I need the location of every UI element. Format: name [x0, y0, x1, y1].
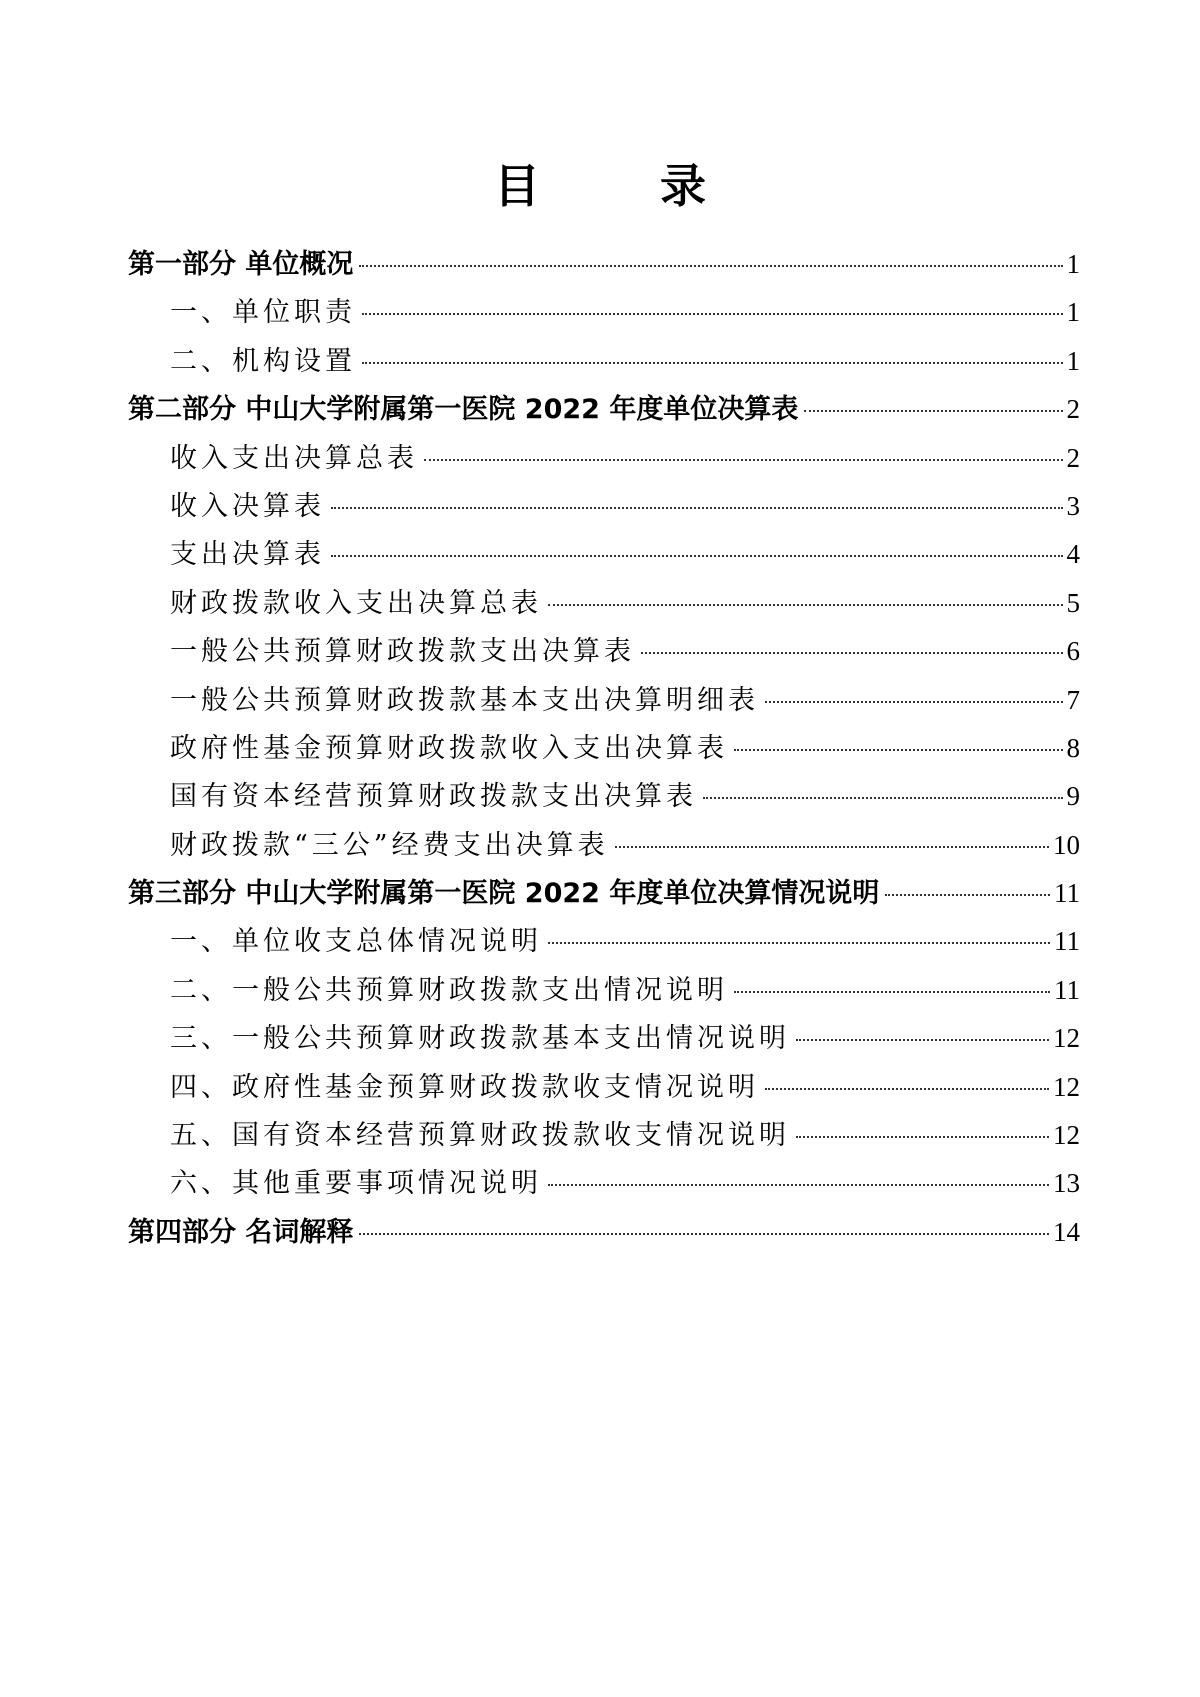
toc-entry-label: 二、一般公共预算财政拨款支出情况说明 [170, 974, 728, 1006]
toc-entry[interactable] [128, 530, 1080, 578]
toc-page-number: 5 [1066, 587, 1080, 618]
toc-entry[interactable] [128, 966, 1080, 1014]
dot-leader [796, 1039, 1049, 1041]
toc-page-number: 10 [1053, 829, 1080, 860]
dot-leader [548, 604, 1063, 606]
toc-entry-label: 一般公共预算财政拨款基本支出决算明细表 [170, 684, 759, 716]
toc-entry[interactable] [128, 579, 1080, 627]
toc-entry-label: 一般公共预算财政拨款支出决算表 [170, 636, 635, 668]
dot-leader [359, 265, 1062, 267]
toc-entry-label: 第四部分 名词解释 [128, 1216, 354, 1248]
toc-entry[interactable] [128, 772, 1080, 820]
toc-page-number: 12 [1053, 1071, 1080, 1102]
toc-entry-label: 第一部分 单位概况 [128, 249, 354, 280]
toc-entry[interactable] [128, 482, 1080, 530]
toc-page-number: 4 [1066, 539, 1080, 570]
toc-entry-label: 一、单位职责 [170, 297, 356, 329]
dot-leader [548, 1184, 1049, 1186]
toc-entry[interactable] [128, 1111, 1080, 1159]
dot-leader [331, 555, 1063, 557]
toc-page-number: 11 [1054, 974, 1080, 1005]
toc-page-number: 7 [1066, 684, 1080, 715]
dot-leader [703, 797, 1063, 799]
toc-page-number: 12 [1053, 1023, 1080, 1054]
toc-entry[interactable] [128, 1208, 1080, 1256]
toc-entry[interactable] [128, 385, 1080, 433]
dot-leader [548, 942, 1050, 944]
toc-entry[interactable] [128, 869, 1080, 917]
toc-entry[interactable] [128, 1063, 1080, 1111]
dot-leader [885, 894, 1050, 896]
toc-entry-label: 六、其他重要事项情况说明 [170, 1168, 542, 1200]
toc-page-number: 3 [1066, 490, 1080, 521]
toc-entry-label: 第三部分 中山大学附属第一医院 2022 年度单位决算情况说明 [128, 878, 880, 910]
toc-entry-label: 收入决算表 [170, 490, 325, 522]
dot-leader [362, 362, 1063, 364]
toc-page-number: 12 [1053, 1120, 1080, 1151]
dot-leader [424, 459, 1063, 461]
toc-page-number: 2 [1066, 442, 1080, 473]
toc-entry[interactable] [128, 821, 1080, 869]
dot-leader [804, 410, 1062, 412]
dot-leader [641, 652, 1063, 654]
toc-entry[interactable] [128, 1159, 1080, 1207]
table-of-contents [128, 240, 1080, 1256]
dot-leader [734, 749, 1063, 751]
toc-page-number: 9 [1066, 781, 1080, 812]
dot-leader [765, 1088, 1049, 1090]
toc-entry-label: 收入支出决算总表 [170, 442, 418, 474]
toc-entry-label: 支出决算表 [170, 539, 325, 571]
page-title: 目 录 [493, 159, 758, 213]
toc-page-number: 1 [1066, 297, 1080, 328]
toc-page-number: 6 [1066, 636, 1080, 667]
toc-entry-label: 四、政府性基金预算财政拨款收支情况说明 [170, 1071, 759, 1103]
toc-entry[interactable] [128, 240, 1080, 288]
dot-leader [615, 846, 1049, 848]
toc-entry[interactable] [128, 434, 1080, 482]
toc-entry-label: 财政拨款“三公”经费支出决算表 [170, 829, 609, 861]
toc-entry[interactable] [128, 627, 1080, 675]
toc-entry[interactable] [128, 288, 1080, 336]
toc-entry[interactable] [128, 676, 1080, 724]
dot-leader [331, 507, 1063, 509]
toc-entry-label: 第二部分 中山大学附属第一医院 2022 年度单位决算表 [128, 394, 799, 426]
toc-entry-label: 一、单位收支总体情况说明 [170, 926, 542, 958]
toc-page-number: 1 [1066, 345, 1080, 376]
toc-page-number: 8 [1066, 732, 1080, 763]
dot-leader [362, 313, 1063, 315]
toc-entry-label: 国有资本经营预算财政拨款支出决算表 [170, 781, 697, 813]
dot-leader [765, 701, 1063, 703]
toc-page-number: 14 [1053, 1216, 1080, 1247]
toc-entry[interactable] [128, 1014, 1080, 1062]
toc-entry-label: 三、一般公共预算财政拨款基本支出情况说明 [170, 1023, 790, 1055]
toc-page-number: 11 [1054, 926, 1080, 957]
toc-entry[interactable] [128, 724, 1080, 772]
toc-entry-label: 二、机构设置 [170, 345, 356, 377]
toc-entry[interactable] [128, 917, 1080, 965]
toc-entry-label: 财政拨款收入支出决算总表 [170, 587, 542, 619]
dot-leader [796, 1136, 1049, 1138]
toc-page-number: 11 [1054, 878, 1080, 909]
toc-entry-label: 五、国有资本经营预算财政拨款收支情况说明 [170, 1120, 790, 1152]
toc-entry-label: 政府性基金预算财政拨款收入支出决算表 [170, 732, 728, 764]
dot-leader [734, 991, 1050, 993]
toc-page-number: 13 [1053, 1168, 1080, 1199]
dot-leader [359, 1233, 1049, 1235]
toc-entry[interactable] [128, 337, 1080, 385]
toc-page-number: 2 [1066, 394, 1080, 425]
toc-page-number: 1 [1066, 249, 1080, 279]
